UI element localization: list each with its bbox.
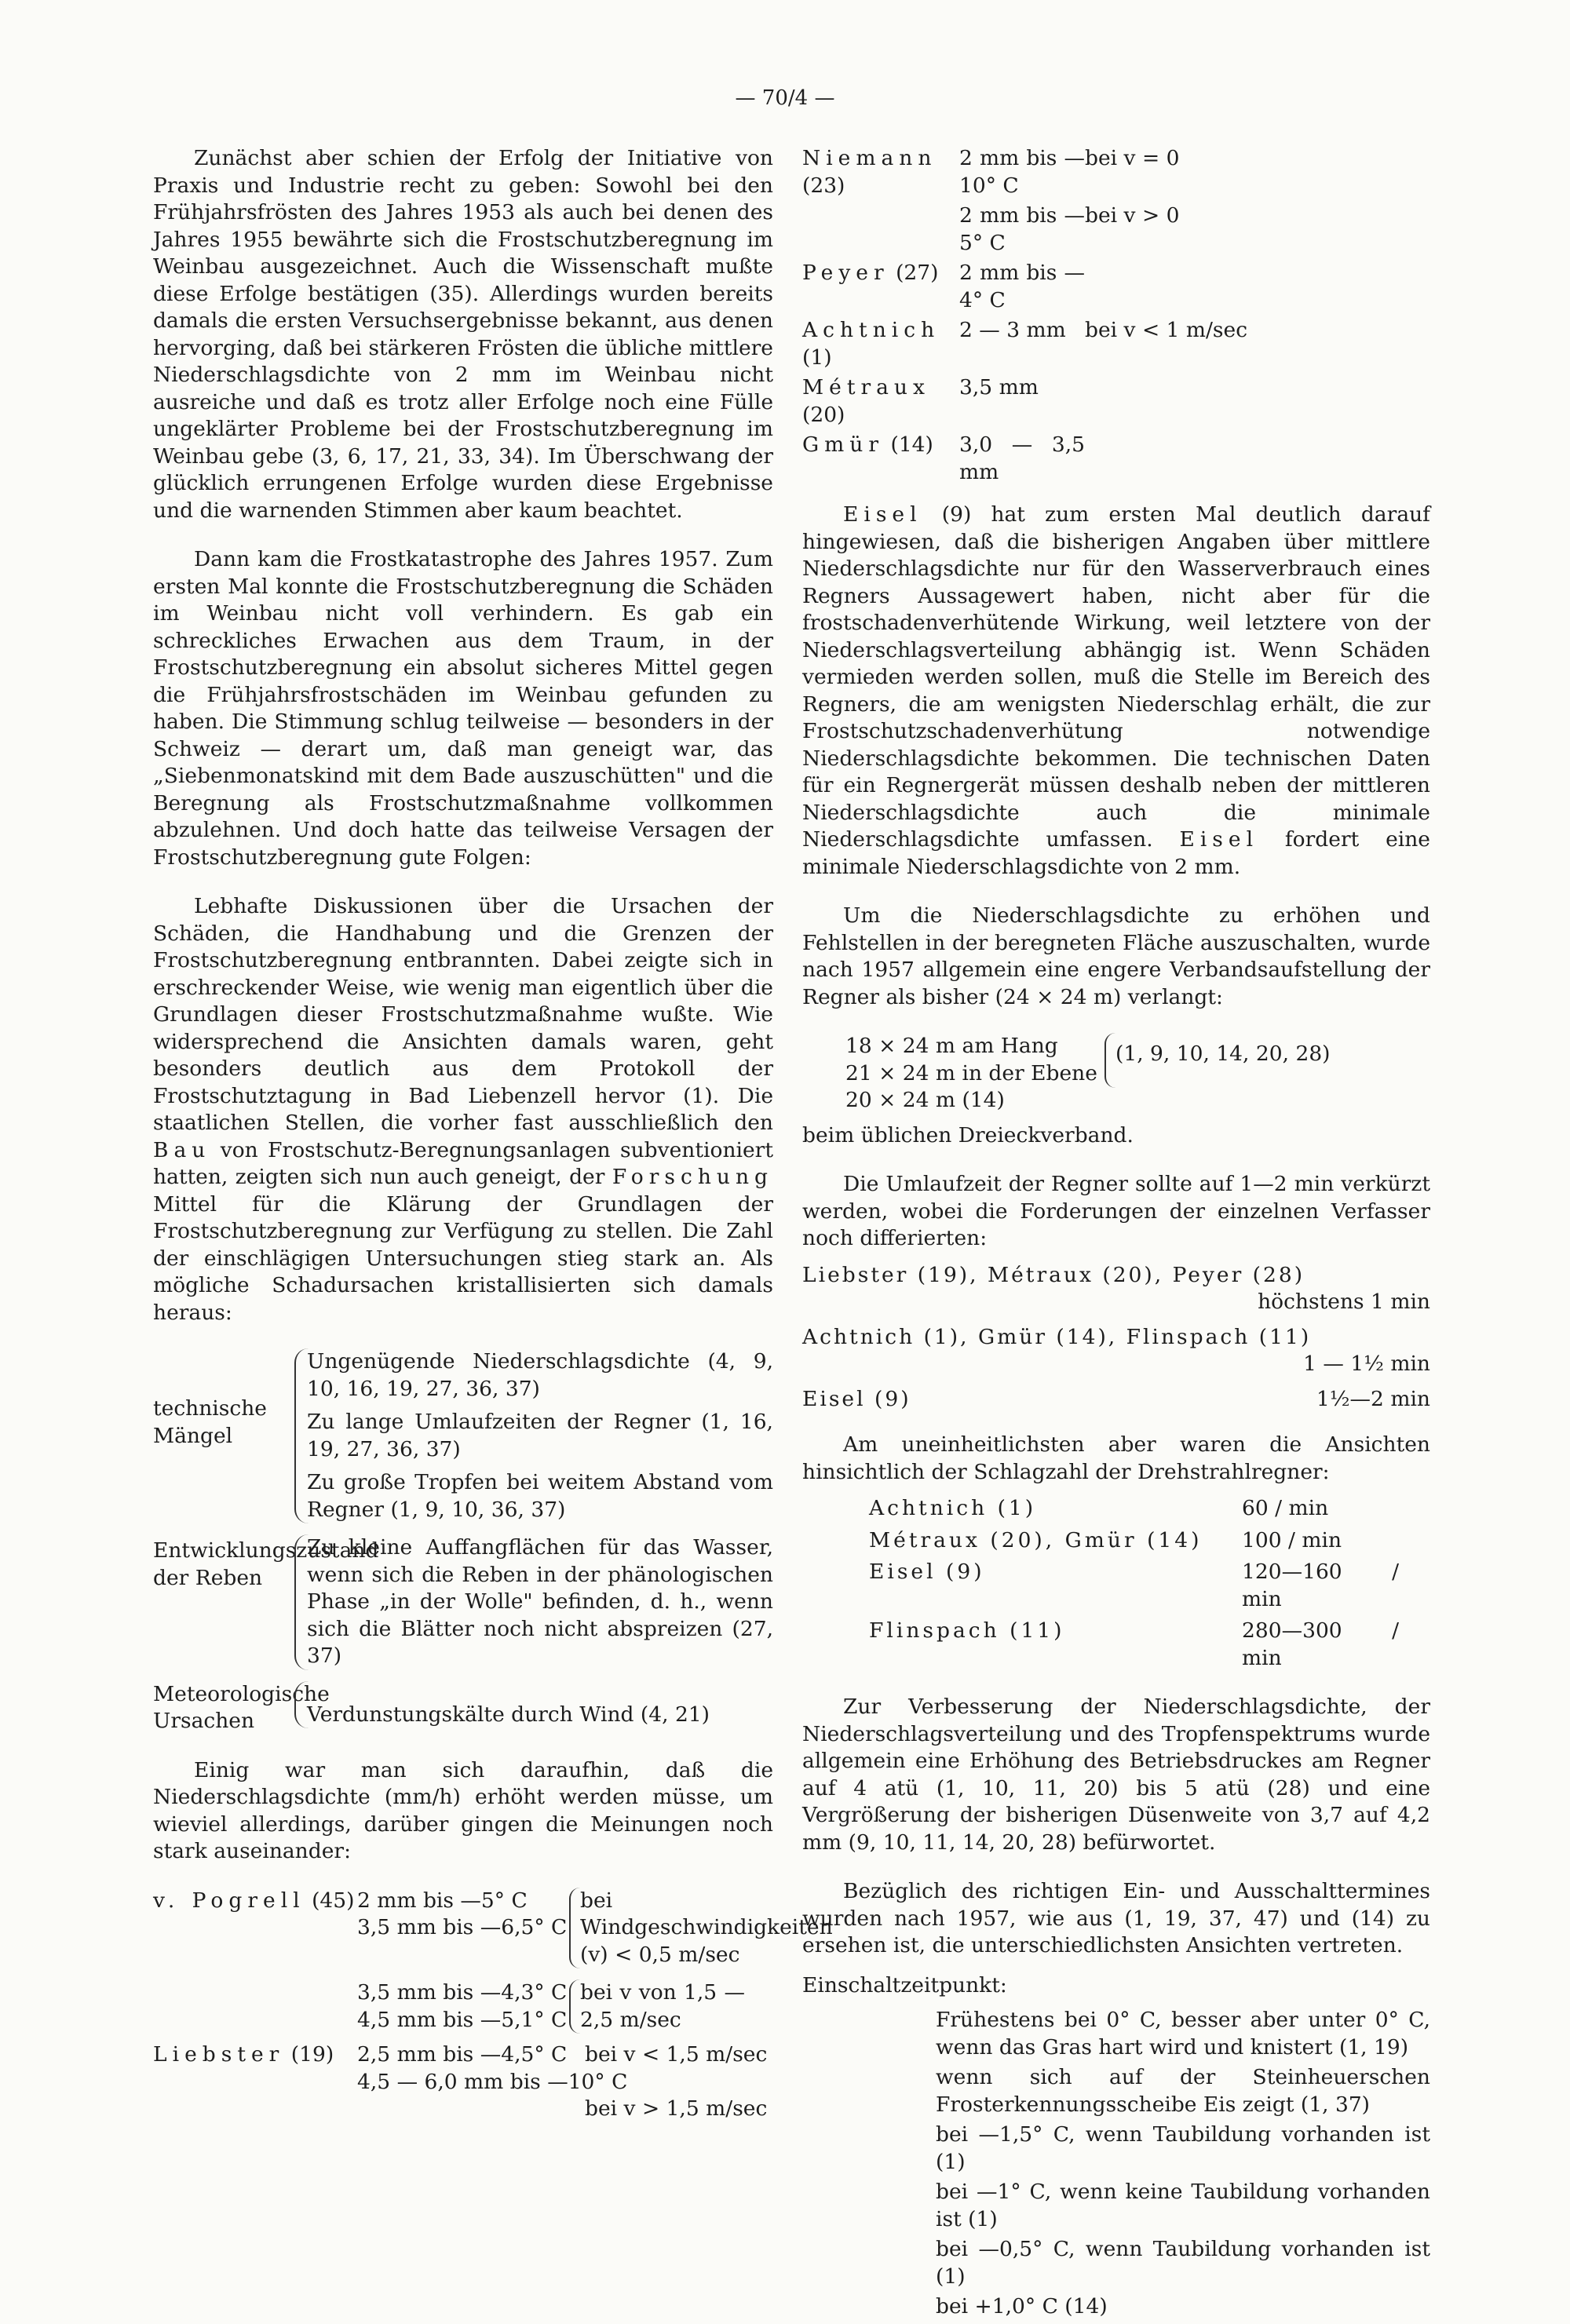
cause-group	[153, 1348, 773, 1523]
paragraph: Zunächst aber schien der Erfolg der Initiative von Praxis und Industrie recht zu geben: Sowohl bei den Frühjahrsfrösten des Jahres 1953 als auch bei denen des Jahres 1955 bewährte sich die Frostschutzberegnung im Weinbau ausgezeichnet. Auch die Wissenschaft mußte diese Erfolge bestätigen (35). Allerdings wurden bereits damals die ersten Versuchsergebnisse bekannt, aus denen hervorging, daß bei stärkeren Frösten die übliche mittlere Niederschlagsdichte von 2 mm im Weinbau nicht ausreiche und daß es trotz aller Erfolge noch eine Fülle ungeklärter Probleme bei der Frostschutzberegnung im Weinbau gebe (3, 6, 17, 21, 33, 34). Im Überschwang der glücklich errungenen Erfolge wurden diese Ergebnisse und die warnenden Stimmen aber kaum beachtet.	[153, 146, 773, 523]
cause-label: Entwicklungszustand der Reben	[153, 1538, 379, 1590]
umlauf-value: 1½—2 min	[1316, 1386, 1430, 1411]
schlag-names: Flinspach (11)	[869, 1618, 1065, 1643]
emphasis: Forschung	[612, 1165, 773, 1189]
value: 2 — 3 mm	[959, 318, 1066, 342]
list-item: bei —1,5° C, wenn Taubildung vorhanden ist (1)	[936, 2122, 1430, 2174]
spacing-item: 18 × 24 m am Hang	[845, 1034, 1058, 1058]
author: Gmür (14)	[802, 432, 933, 457]
paragraph: Zur Verbesserung der Niederschlagsdichte, der Niederschlagsverteilung und des Tropfenspektrums wurde allgemein eine Erhöhung des Betriebsdruckes am Regner auf 4 atü (1, 10, 11, 20) bis 5 atü (28) und eine Vergrößerung der bisherigen Düsenweite von 3,7 auf 4,2 mm (9, 10, 11, 14, 20, 28) befürwortet.	[802, 1695, 1430, 1855]
umlauf-value: 1 — 1½ min	[1303, 1352, 1430, 1376]
umlauf-names: Achtnich (1), Gmür (14), Flinspach (11)	[802, 1324, 1312, 1349]
umlauf-value: höchstens 1 min	[1258, 1290, 1430, 1314]
cause-label: Meteorologische Ursachen	[153, 1681, 330, 1733]
density-table-liebster	[153, 2041, 773, 2123]
author: Achtnich (1)	[802, 318, 940, 370]
schlag-value: 280—300 / min	[1242, 1618, 1399, 1670]
cause-label: technische Mängel	[153, 1396, 267, 1448]
value: 3,5 mm	[959, 375, 1039, 399]
condition: bei v > 0	[1085, 203, 1180, 228]
paragraph: Die Umlaufzeit der Regner sollte auf 1—2 min verkürzt werden, wobei die Forderungen der einzelnen Verfasser noch differierten:	[802, 1172, 1430, 1250]
value: 3,0 — 3,5 mm	[959, 432, 1085, 484]
value: 4,5 — 6,0 mm bis —10° C	[357, 2069, 628, 2094]
cause-group	[153, 1681, 773, 1735]
einschalt-list	[936, 2007, 1430, 2321]
emphasis: Bau	[153, 1137, 211, 1162]
paragraph: Einig war man sich daraufhin, daß die Niederschlagsdichte (mm/h) erhöht werden müsse, um wieviel allerdings, darüber gingen die Meinungen noch stark auseinander:	[153, 1757, 773, 1863]
cause-item: Verdunstungskälte durch Wind (4, 21)	[307, 1702, 710, 1727]
list-item: bei +1,0° C (14)	[936, 2294, 1108, 2319]
right-column	[802, 145, 1430, 2324]
umlauf-names: Eisel (9)	[802, 1386, 911, 1411]
density-table	[802, 145, 1430, 486]
text: Mittel für die Klärung der Grundlagen der Frostschutzberegnung zur Verfügung zu stellen. Die Zahl der einschlägigen Untersuchungen stieg stark an. Als mögliche Schadursachen kristallisierten sich damals heraus:	[153, 1191, 773, 1325]
umlauf-names: Liebster (19), Métraux (20), Peyer (28)	[802, 1262, 1305, 1287]
schlag-names: Eisel (9)	[869, 1560, 985, 1584]
paragraph: beim üblichen Dreieckverband.	[802, 1122, 1134, 1147]
density-table-pogrell	[153, 1888, 833, 2034]
condition: bei v < 1 m/sec	[1085, 318, 1248, 342]
page-number: — 70/4 —	[735, 86, 835, 110]
paragraph: Um die Niederschlagsdichte zu erhöhen und Fehlstellen in der beregneten Fläche auszuschalten, wurde nach 1957 allgemein eine engere Verbandsaufstellung der Regner als bisher (24 × 24 m) verlangt:	[802, 903, 1430, 1009]
condition: bei Windgeschwindigkeiten (v) < 0,5 m/sec	[569, 1888, 745, 1969]
value: 2 mm bis —5° C	[959, 203, 1085, 255]
schlag-names: Achtnich (1)	[869, 1496, 1037, 1520]
author: Métraux (20)	[802, 375, 930, 427]
cause-item: Ungenügende Niederschlagsdichte (4, 9, 10, 16, 19, 27, 36, 37)	[307, 1349, 773, 1401]
value: 2 mm bis —5° C	[357, 1888, 528, 1913]
schlag-table	[869, 1495, 1430, 1672]
paragraph	[153, 893, 773, 1326]
paragraph: Dann kam die Frostkatastrophe des Jahres 1957. Zum ersten Mal konnte die Frostschutzberegnung die Schäden im Weinbau nicht voll verhindern. Es gab ein schreckliches Erwachen aus dem Traum, in der Frostschutzberegnung ein absolut sicheres Mittel gegen die Frühjahrsfrostschäden im Weinbau gefunden zu haben. Die Stimmung schlug teilweise — besonders in der Schweiz — derart um, daß man geneigt war, das „Siebenmonatskind mit dem Bade auszuschütten" und die Beregnung als Frostschutzmaßnahme vollkommen abzulehnen. Und doch hatte das teilweise Versagen der Frostschutzberegnung gute Folgen:	[153, 547, 773, 870]
paragraph: Bezüglich des richtigen Ein- und Ausschalttermines wurden nach 1957, wie aus (1, 19, 37, 47) und (14) zu ersehen ist, die unterschiedlichsten Ansichten vertreten.	[802, 1879, 1430, 1957]
value: 2,5 mm bis —4,5° C	[357, 2042, 568, 2067]
list-item: bei —1° C, wenn keine Taubildung vorhanden ist (1)	[936, 2180, 1430, 2231]
causes-list	[153, 1348, 773, 1735]
cause-item: Zu kleine Auffangflächen für das Wasser, wenn sich die Reben in der phänologischen Phase „in der Wolle" befinden, d. h., wenn sich die Blätter noch nicht abspreizen (27, 37)	[307, 1535, 773, 1668]
list-item: Frühestens bei 0° C, besser aber unter 0° C, wenn das Gras hart wird und knistert (1, 19)	[936, 2008, 1430, 2059]
condition: bei v = 0	[1085, 146, 1180, 170]
spacing-list	[845, 1033, 1430, 1115]
schlag-value: 100 / min	[1242, 1527, 1342, 1552]
author: Peyer (27)	[802, 261, 939, 285]
value: 4,5 mm bis —5,1° C	[357, 2007, 568, 2032]
schlag-names: Métraux (20), Gmür (14)	[869, 1527, 1203, 1552]
schlag-value: 60 / min	[1242, 1496, 1329, 1520]
condition: bei v von 1,5 — 2,5 m/sec	[569, 1979, 745, 2034]
spacing-refs: (1, 9, 10, 14, 20, 28)	[1104, 1033, 1331, 1088]
cause-group	[153, 1534, 773, 1670]
left-column	[153, 145, 833, 2123]
condition: bei v < 1,5 m/sec	[585, 2042, 768, 2067]
list-item: wenn sich auf der Steinheuerschen Frosterkennungsscheibe Eis zeigt (1, 37)	[936, 2065, 1430, 2117]
cause-item: Zu lange Umlaufzeiten der Regner (1, 16, 19, 27, 36, 37)	[307, 1410, 773, 1461]
value: 3,5 mm bis —6,5° C	[357, 1915, 568, 1939]
spacing-item: 21 × 24 m in der Ebene	[845, 1060, 1097, 1085]
author: v. Pogrell (45)	[153, 1888, 355, 1913]
text: von Frostschutz-Beregnungsanlagen subventioniert hatten, zeigten sich nun auch geneigt, der	[153, 1137, 773, 1189]
einschalt-label: Einschaltzeitpunkt:	[802, 1972, 1007, 1997]
author: Liebster (19)	[153, 2042, 334, 2067]
paragraph: Am uneinheitlichsten aber waren die Ansichten hinsichtlich der Schlagzahl der Drehstrahlregner:	[802, 1432, 1430, 1484]
value: 2 mm bis —10° C	[959, 146, 1085, 198]
text: Lebhafte Diskussionen über die Ursachen der Schäden, die Handhabung und die Grenzen der Frostschutzberegnung entbrannten. Dabei zeigte sich in erschreckender Weise, wie wenig man eigentlich über die Grundlagen dieser Frostschutzmaßnahme wußte. Wie widersprechend die Ansichten damals waren, geht besonders deutlich aus dem Protokoll der Frostschutztagung in Bad Liebenzell hervor (1). Die staatlichen Stellen, die vorher fast ausschließlich den	[153, 894, 773, 1135]
paragraph: Eisel (9) hat zum ersten Mal deutlich darauf hingewiesen, daß die bisherigen Angaben über mittlere Niederschlagsdichte nur für den Wasserverbrauch eines Regners Aussagewert haben, nicht aber für die frostschadenverhütende Wirkung, weil letztere von der Niederschlagsverteilung abhängig ist. Wenn Schäden vermieden werden sollen, muß die Stelle im Bereich des Regners, die am wenigsten Niederschlag erhält, die zur Frostschutzschadenverhütung notwendige Niederschlagsdichte bekommen. Die technischen Daten für ein Regnergerät müssen deshalb neben der mittleren Niederschlagsdichte auch die minimale Niederschlagsdichte umfassen. Eisel fordert eine minimale Niederschlagsdichte von 2 mm.	[802, 502, 1430, 879]
schlag-value: 120—160 / min	[1242, 1560, 1399, 1611]
list-item: bei —0,5° C, wenn Taubildung vorhanden ist (1)	[936, 2237, 1430, 2289]
value: 3,5 mm bis —4,3° C	[357, 1980, 568, 2005]
cause-item: Zu große Tropfen bei weitem Abstand vom Regner (1, 9, 10, 36, 37)	[307, 1470, 773, 1522]
umlauf-table	[802, 1262, 1430, 1414]
spacing-item: 20 × 24 m (14)	[845, 1088, 1005, 1112]
value: 2 mm bis —4° C	[959, 261, 1085, 312]
author: Niemann (23)	[802, 146, 937, 198]
condition: bei v > 1,5 m/sec	[585, 2096, 768, 2121]
